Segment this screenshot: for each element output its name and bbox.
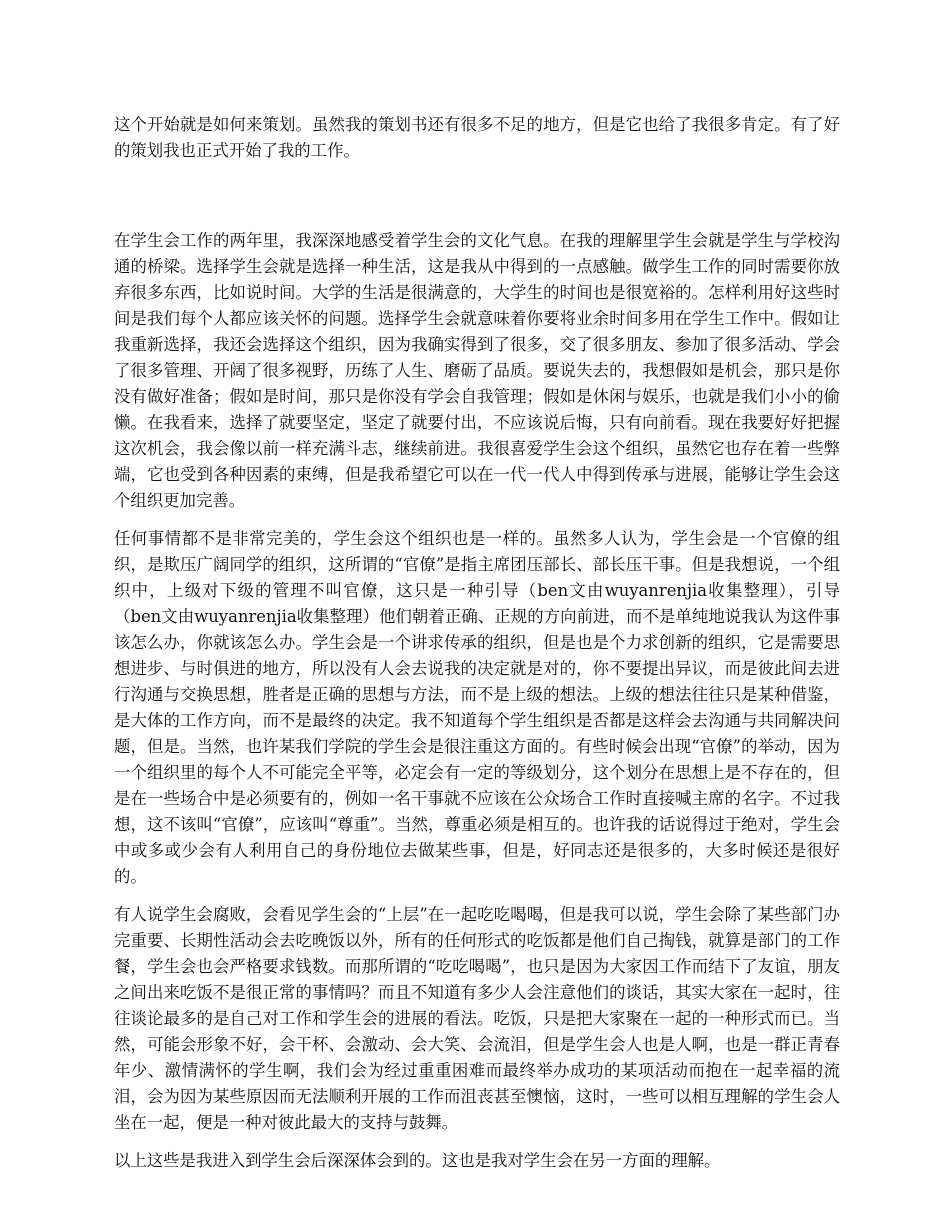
paragraph-corruption: 有人说学生会腐败，会看见学生会的“上层”在一起吃吃喝喝，但是我可以说，学生会除了某些部门办完重要、长期性活动会去吃晚饭以外，所有的任何形式的吃饭都是他们自己掏钱，就算是部门的工作餐，学生会也会严格要求钱数。而那所谓的“吃吃喝喝”，也只是因为大家因工作而结下了友谊，朋友之间出来吃饭不是很正常的事情吗？而且不知道有多少人会注意他们的谈话，其实大家在一起时，往往谈论最多的是自己对工作和学生会的进展的看法。吃饭，只是把大家聚在一起的一种形式而已。当然，可能会形象不好，会干杯、会激动、会大笑、会流泪，但是学生会人也是人啊，也是一群正青春年少、激情满怀的学生啊，我们会为经过重重困难而最终举办成功的某项活动而抱在一起幸福的流泪，会为因为某些原因而无法顺利开展的工作而沮丧甚至懊恼，这时，一些可以相互理解的学生会人坐在一起，便是一种对彼此最大的支持与鼓舞。 [114,905,840,1132]
paragraph-bureaucracy: 任何事情都不是非常完美的，学生会这个组织也是一样的。虽然多人认为，学生会是一个官僚的组织，是欺压广阔同学的组织，这所谓的“官僚”是指主席团压部长、部长压干事。但是我想说，一个组织中，上级对下级的管理不叫官僚，这只是一种引导（ben文由wuyanrenjia收集整理），引导（ben文由wuyanrenjia收集整理）他们朝着正确、正规的方向前进，而不是单纯地说我认为这件事该怎么办，你就该怎么办。学生会是一个讲求传承的组织，但是也是个力求创新的组织，它是需要思想进步、与时俱进的地方，所以没有人会去说我的决定就是对的，你不要提出异议，而是彼此间去进行沟通与交换思想，胜者是正确的思想与方法，而不是上级的想法。上级的想法往往只是某种借鉴，是大体的工作方向，而不是最终的决定。我不知道每个学生组织是否都是这样会去沟通与共同解决问题，但是。当然，也许某我们学院的学生会是很注重这方面的。有些时候会出现“官僚”的举动，因为一个组织里的每个人不可能完全平等，必定会有一定的等级划分，这个划分在思想上是不存在的，但是在一些场合中是必须要有的，例如一名干事就不应该在公众场合工作时直接喊主席的名字。不过我想，这不该叫“官僚”，应该叫“尊重”。当然，尊重必须是相互的。也许我的话说得过于绝对，学生会中或多或少会有人利用自己的身份地位去做某些事，但是，好同志还是很多的，大多时候还是很好的。 [114,529,840,886]
paragraph-conclusion: 以上这些是我进入到学生会后深深体会到的。这也是我对学生会在另一方面的理解。 [114,1151,721,1170]
paragraph-intro: 这个开始就是如何来策划。虽然我的策划书还有很多不足的地方，但是它也给了我很多肯定。有了好的策划我也正式开始了我的工作。 [114,115,840,160]
document-body [114,112,840,1186]
paragraph-two-years: 在学生会工作的两年里，我深深地感受着学生会的文化气息。在我的理解里学生会就是学生与学校沟通的桥梁。选择学生会就是选择一种生活，这是我从中得到的一点感触。做学生工作的同时需要你放弃很多东西，比如说时间。大学的生活是很满意的，大学生的时间也是很宽裕的。怎样利用好这些时间是我们每个人都应该关怀的问题。选择学生会就意味着你要将业余时间多用在学生工作中。假如让我重新选择，我还会选择这个组织，因为我确实得到了很多，交了很多朋友、参加了很多活动、学会了很多管理、开阔了很多视野，历练了人生、磨砺了品质。要说失去的，我想假如是机会，那只是你没有做好准备；假如是时间，那只是你没有学会自我管理；假如是休闲与娱乐，也就是我们小小的偷懒。在我看来，选择了就要坚定，坚定了就要付出，不应该说后悔，只有向前看。现在我要好好把握这次机会，我会像以前一样充满斗志，继续前进。我很喜爱学生会这个组织，虽然它也存在着一些弊端，它也受到各种因素的束缚，但是我希望它可以在一代一代人中得到传承与进展，能够让学生会这个组织更加完善。 [114,231,840,510]
